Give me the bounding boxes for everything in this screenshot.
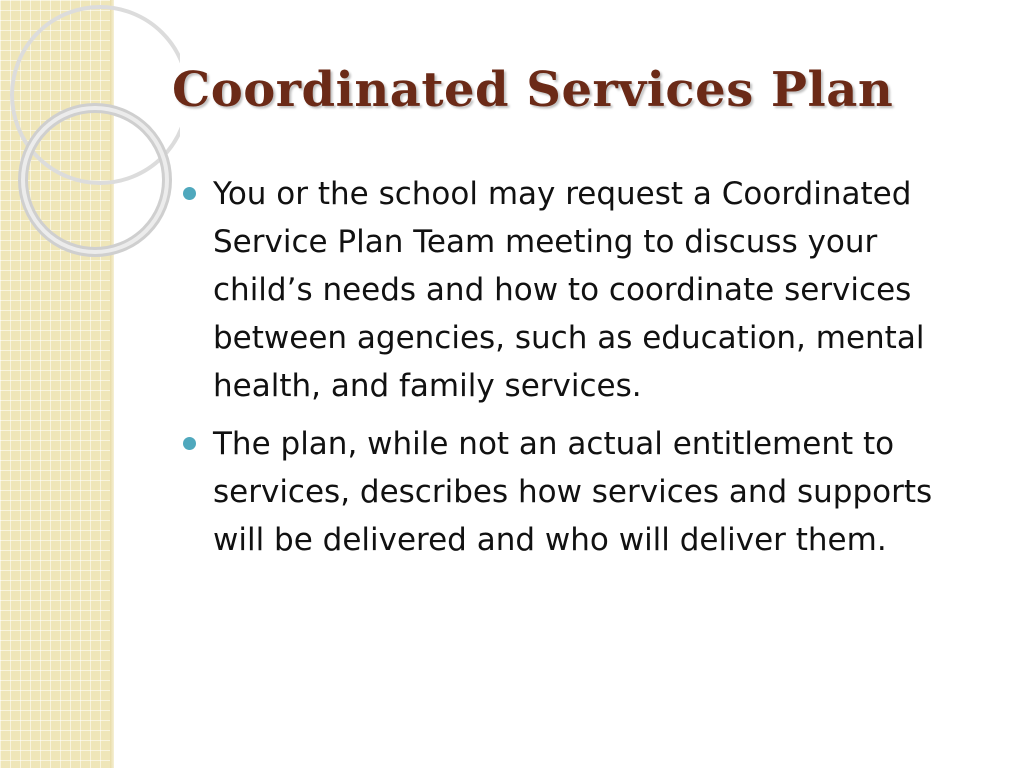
bullet-item [183,420,973,564]
decorative-ring-upper [12,7,180,183]
bullet-dot-icon [183,187,196,200]
bullet-list [183,170,973,574]
decorative-rings [0,0,180,260]
decorative-ring-lower-highlight [23,108,167,252]
bullet-item [183,170,973,410]
bullet-text: You or the school may request a Coordinated Service Plan Team meeting to discuss your child’s needs and how to coordinate services between agencies, such as education, mental health, and family services. [213,176,925,404]
bullet-dot-icon [183,437,196,450]
slide-title: Coordinated Services Plan [172,62,894,118]
bullet-text: The plan, while not an actual entitlement to services, describes how services and supports will be delivered and who will deliver them. [213,426,933,558]
